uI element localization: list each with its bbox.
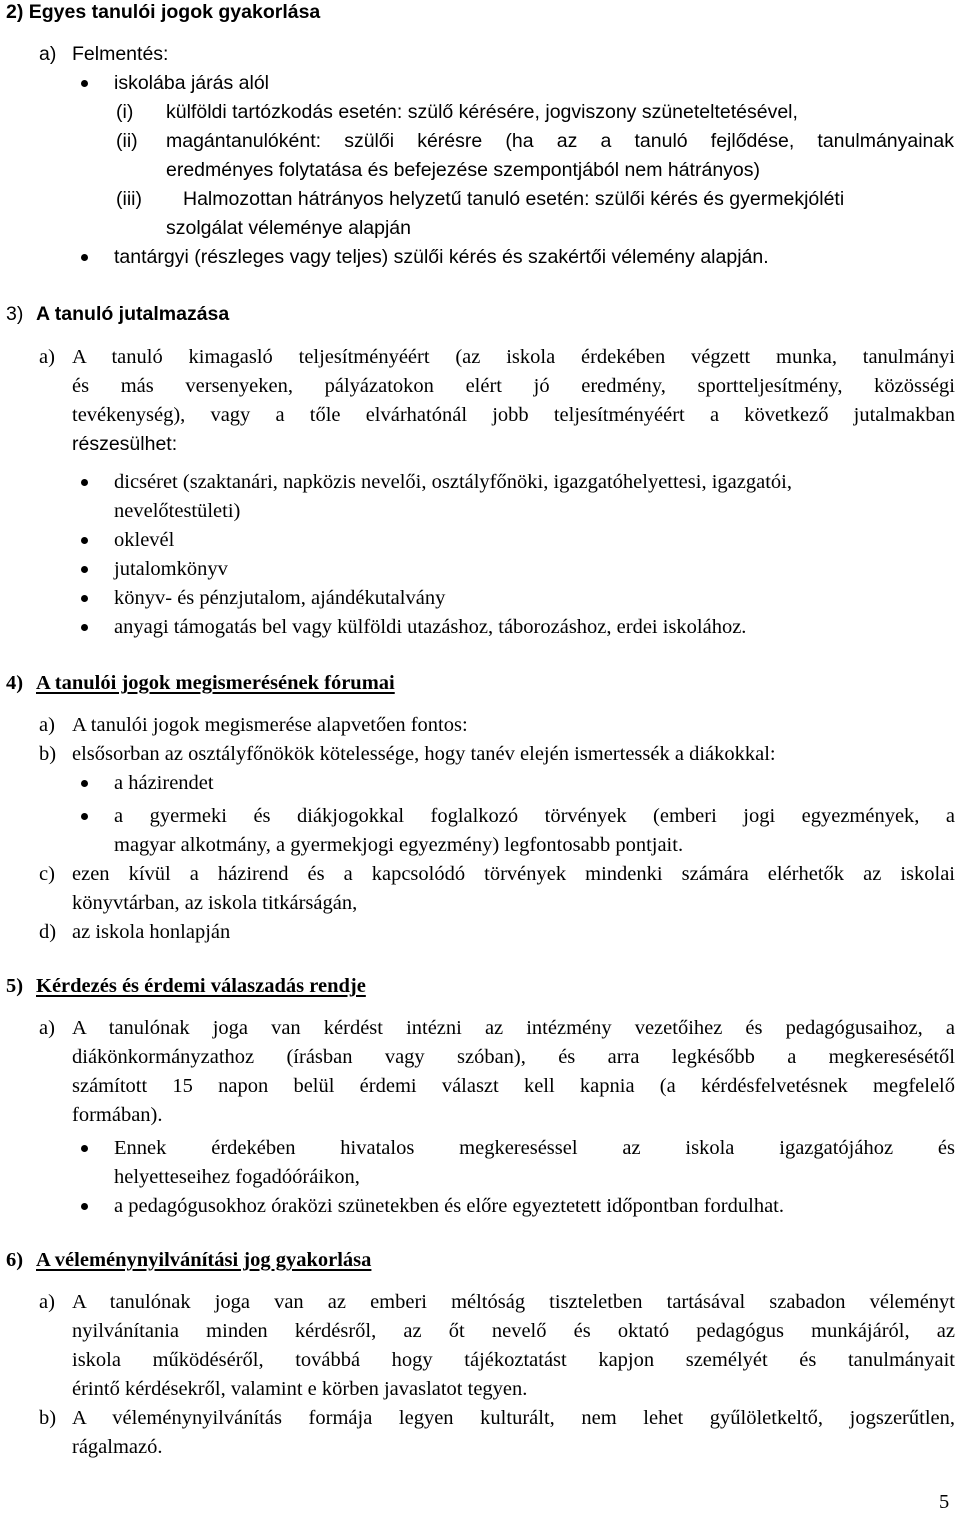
section-5-heading: Kérdezés és érdemi válaszadás rendje [36, 975, 366, 997]
s3-a-line-4: részesülhet: [72, 433, 178, 455]
s2-ii-label: (ii) [116, 130, 138, 152]
s4-b-label: b) [39, 743, 57, 765]
s2-bullet-2: tantárgyi (részleges vagy teljes) szülői kérés és szakértői vélemény alapján. [114, 246, 769, 268]
s2-iii-text-1: Halmozottan hátrányos helyzetű tanuló esetén: szülői kérés és gyermekjóléti [183, 188, 845, 210]
section-6-heading: A véleménynyilvánítási jog gyakorlása [36, 1249, 372, 1271]
s5-bullet-1-line-1: Ennek érdekében hivatalos megkereséssel az iskola igazgatójához és [114, 1137, 955, 1159]
s2-iii-text-2: szolgálat véleménye alapján [166, 217, 411, 239]
s5-a-line-1: A tanulónak joga van kérdést intézni az intézmény vezetőihez és pedagógusaihoz, a [72, 1017, 955, 1039]
s3-bullet-1-line-1: dicséret (szaktanári, napközis nevelői, osztályfőnöki, igazgatóhelyettesi, igazgatói, [114, 471, 792, 493]
bullet-icon [81, 595, 88, 602]
section-3-heading: A tanuló jutalmazása [36, 303, 230, 325]
s6-a-label: a) [39, 1291, 55, 1313]
s5-a-label: a) [39, 1017, 55, 1039]
s3-bullet-5: anyagi támogatás bel vagy külföldi utazáshoz, táborozáshoz, erdei iskolához. [114, 616, 747, 638]
s6-a-line-4: érintő kérdésekről, valamint e körben javaslatot tegyen. [72, 1378, 528, 1400]
bullet-icon [81, 1203, 88, 1210]
bullet-icon [81, 80, 88, 87]
s2-i-label: (i) [116, 101, 134, 123]
section-4-heading: A tanulói jogok megismerésének fórumai [36, 672, 395, 694]
s5-bullet-2: a pedagógusokhoz óraközi szünetekben és előre egyeztetett időpontban fordulhat. [114, 1195, 784, 1217]
s3-a-line-3: tevékenység), vagy a tőle elvárhatónál jobb teljesítményéért a következő jutalmakban [72, 404, 955, 426]
s3-a-label: a) [39, 346, 55, 368]
bullet-icon [81, 624, 88, 631]
page-number: 5 [939, 1491, 950, 1513]
s6-b-line-2: rágalmazó. [72, 1436, 163, 1458]
bullet-icon [81, 1145, 88, 1152]
s4-bullet-2-line-2: magyar alkotmány, a gyermekjogi egyezmény) legfontosabb pontjait. [114, 834, 684, 856]
s5-a-line-4: formában). [72, 1104, 163, 1126]
s2-ii-text-1: magántanulóként: szülői kérésre (ha az a tanuló fejlődése, tanulmányainak [166, 130, 954, 152]
bullet-icon [81, 254, 88, 261]
s4-a-text: A tanulói jogok megismerése alapvetően fontos: [72, 714, 468, 736]
s3-a-line-2: és más versenyeken, pályázatokon elért jó eredmény, sportteljesítmény, közösségi [72, 375, 955, 397]
s6-a-line-2: nyilvánítania minden kérdésről, az őt nevelő és oktató pedagógus munkájáról, az [72, 1320, 955, 1342]
s2-iii-label: (iii) [116, 188, 142, 210]
s4-d-label: d) [39, 921, 57, 943]
s2-bullet-1: iskolába járás alól [114, 72, 270, 94]
s4-bullet-1: a házirendet [114, 772, 214, 794]
s5-number: 5) [6, 975, 24, 997]
s4-b-text: elsősorban az osztályfőnökök kötelessége, hogy tanév elején ismertessék a diákokkal: [72, 743, 776, 765]
s4-bullet-2-line-1: a gyermeki és diákjogokkal foglalkozó törvények (emberi jogi egyezmények, a [114, 805, 955, 827]
s4-d-text: az iskola honlapján [72, 921, 231, 943]
s6-a-line-1: A tanulónak joga van az emberi méltóság tiszteletben tartásával szabadon véleményt [72, 1291, 955, 1313]
bullet-icon [81, 780, 88, 787]
s6-number: 6) [6, 1249, 24, 1271]
s3-bullet-4: könyv- és pénzjutalom, ajándékutalvány [114, 587, 446, 609]
s4-c-line-1: ezen kívül a házirend és a kapcsolódó törvények mindenki számára elérhetők az iskolai [72, 863, 955, 885]
s6-a-line-3: iskola működéséről, továbbá hogy tájékoztatást kapjon személyét és tanulmányait [72, 1349, 955, 1371]
bullet-icon [81, 813, 88, 820]
bullet-icon [81, 566, 88, 573]
bullet-icon [81, 479, 88, 486]
s5-a-line-2: diákönkormányzathoz (írásban vagy szóban), és arra legkésőbb a megkeresésétől [72, 1046, 955, 1068]
bullet-icon [81, 537, 88, 544]
s6-b-line-1: A véleménynyilvánítás formája legyen kulturált, nem lehet gyűlöletkeltő, jogszerűtlen, [72, 1407, 955, 1429]
s3-number: 3) [6, 303, 24, 325]
s5-a-line-3: számított 15 napon belül érdemi választ kell kapnia (a kérdésfelvetésnek megfelelő [72, 1075, 955, 1097]
s4-a-label: a) [39, 714, 55, 736]
s3-bullet-1-line-2: nevelőtestületi) [114, 500, 241, 522]
s3-bullet-3: jutalomkönyv [114, 558, 228, 580]
s4-c-label: c) [39, 863, 55, 885]
s4-c-line-2: könyvtárban, az iskola titkárságán, [72, 892, 358, 914]
s2-ii-text-2: eredményes folytatása és befejezése szempontjából nem hátrányos) [166, 159, 760, 181]
section-2-heading: 2) Egyes tanulói jogok gyakorlása [6, 1, 321, 23]
s2-i-text: külföldi tartózkodás esetén: szülő kérésére, jogviszony szüneteltetésével, [166, 101, 798, 123]
s2-a-label: a) [39, 43, 57, 65]
s5-bullet-1-line-2: helyetteseihez fogadóóráikon, [114, 1166, 360, 1188]
s3-a-line-1: A tanuló kimagasló teljesítményéért (az iskola érdekében végzett munka, tanulmányi [72, 346, 955, 368]
s6-b-label: b) [39, 1407, 57, 1429]
s4-number: 4) [6, 672, 24, 694]
s3-bullet-2: oklevél [114, 529, 175, 551]
s2-a-text: Felmentés: [72, 43, 169, 65]
